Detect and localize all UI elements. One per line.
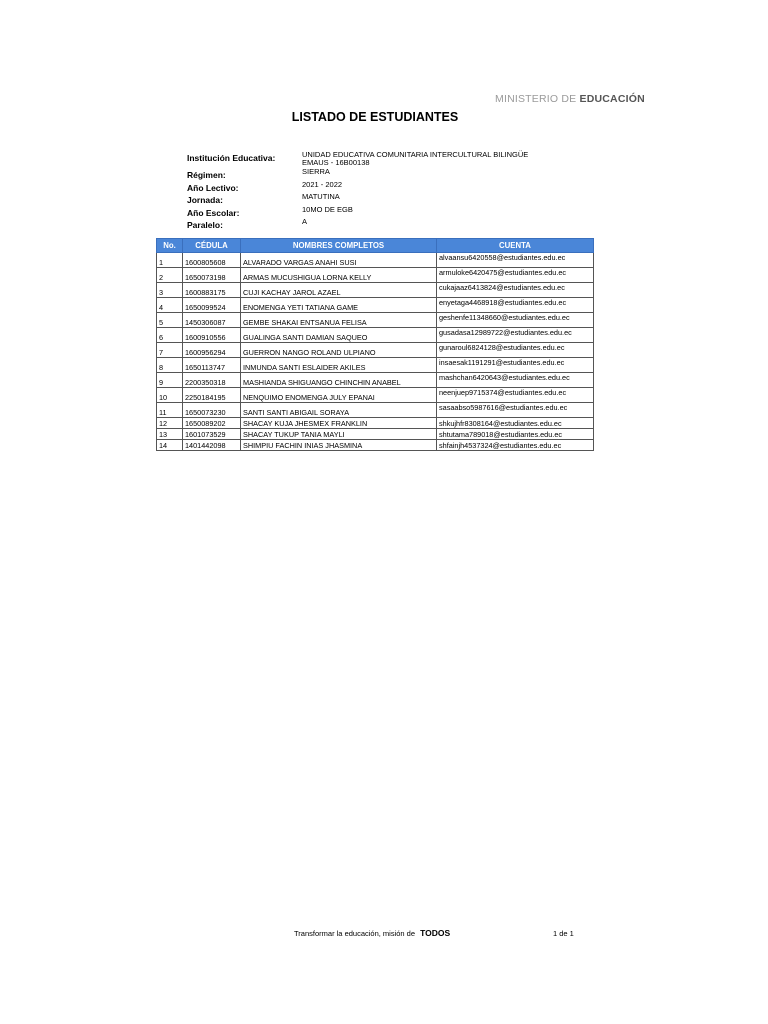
cell-cuenta: neenjuep9715374@estudiantes.edu.ec [437, 388, 594, 403]
cell-no: 9 [157, 373, 183, 388]
cell-cedula: 1600956294 [183, 343, 241, 358]
cell-nombres: CUJI KACHAY JAROL AZAEL [241, 283, 437, 298]
cell-nombres: ENOMENGA YETI TATIANA GAME [241, 298, 437, 313]
cell-nombres: NENQUIMO ENOMENGA JULY EPANAI [241, 388, 437, 403]
cell-nombres: GEMBE SHAKAI ENTSANUA FELISA [241, 313, 437, 328]
table-row [157, 403, 594, 418]
table-row [157, 440, 594, 451]
cell-nombres: MASHIANDA SHIGUANGO CHINCHIN ANABEL [241, 373, 437, 388]
info-label: Año Escolar: [187, 207, 240, 218]
cell-no: 3 [157, 283, 183, 298]
cell-nombres: SHIMPIU FACHIN INIAS JHASMINA [241, 440, 437, 451]
cell-cedula: 1650073230 [183, 403, 241, 418]
cell-no: 11 [157, 403, 183, 418]
header-nombres: NOMBRES COMPLETOS [241, 239, 437, 253]
cell-cedula: 2250184195 [183, 388, 241, 403]
info-value: 2021 - 2022 [302, 179, 343, 189]
page-number: 1 de 1 [553, 929, 574, 938]
table-row [157, 388, 594, 403]
info-value: UNIDAD EDUCATIVA COMUNITARIA INTERCULTURAL BILINGÜE EMAUS - 16B00138 [302, 150, 529, 167]
header-cedula: CÉDULA [183, 239, 241, 253]
cell-nombres: GUALINGA SANTI DAMIAN SAQUEO [241, 328, 437, 343]
info-label: Jornada: [187, 195, 223, 205]
cell-cuenta: shfainjh4537324@estudiantes.edu.ec [437, 440, 594, 451]
cell-nombres: SHACAY KUJA JHESMEX FRANKLIN [241, 418, 437, 429]
cell-no: 7 [157, 343, 183, 358]
cell-cedula: 1601073529 [183, 429, 241, 440]
footer-motto-emphasis: TODOS [420, 928, 451, 938]
table-row [157, 313, 594, 328]
table-row [157, 328, 594, 343]
cell-cedula: 1650073198 [183, 268, 241, 283]
ministry-prefix: MINISTERIO DE [495, 93, 577, 105]
cell-nombres: SHACAY TUKUP TANIA MAYLI [241, 429, 437, 440]
header-no: No. [157, 239, 183, 253]
page-title: LISTADO DE ESTUDIANTES [291, 110, 459, 124]
cell-cuenta: alvaansu6420558@estudiantes.edu.ec [437, 253, 594, 268]
cell-cuenta: shkujhfr8308164@estudiantes.edu.ec [437, 418, 594, 429]
cell-cuenta: insaesak1191291@estudiantes.edu.ec [437, 358, 594, 373]
cell-cedula: 1450306087 [183, 313, 241, 328]
cell-no: 4 [157, 298, 183, 313]
cell-cedula: 1600883175 [183, 283, 241, 298]
info-value: 10MO DE EGB [302, 204, 353, 214]
table-row [157, 268, 594, 283]
cell-cedula: 1600910556 [183, 328, 241, 343]
table-row [157, 358, 594, 373]
cell-no: 6 [157, 328, 183, 343]
table-row [157, 253, 594, 268]
cell-no: 5 [157, 313, 183, 328]
cell-cuenta: geshenfe11348660@estudiantes.edu.ec [437, 313, 594, 328]
cell-cuenta: gusadasa12989722@estudiantes.edu.ec [437, 328, 594, 343]
cell-nombres: ARMAS MUCUSHIGUA LORNA KELLY [241, 268, 437, 283]
cell-cedula: 1650089202 [183, 418, 241, 429]
info-value: A [302, 217, 308, 226]
cell-cedula: 1650099524 [183, 298, 241, 313]
cell-cuenta: armuloke6420475@estudiantes.edu.ec [437, 268, 594, 283]
cell-nombres: GUERRON NANGO ROLAND ULPIANO [241, 343, 437, 358]
cell-cuenta: cukajaaz6413824@estudiantes.edu.ec [437, 283, 594, 298]
students-table [156, 238, 594, 451]
cell-cuenta: gunaroul6824128@estudiantes.edu.ec [437, 343, 594, 358]
table-row [157, 343, 594, 358]
cell-cedula: 1650113747 [183, 358, 241, 373]
table-row [157, 283, 594, 298]
cell-cedula: 1600805608 [183, 253, 241, 268]
cell-cuenta: sasaabso5987616@estudiantes.edu.ec [437, 403, 594, 418]
cell-no: 14 [157, 440, 183, 451]
ministry-name: EDUCACIÓN [579, 93, 645, 105]
ministry-logo [495, 93, 645, 105]
cell-no: 8 [157, 358, 183, 373]
cell-nombres: INMUNDA SANTI ESLAIDER AKILES [241, 358, 437, 373]
cell-cedula: 1401442098 [183, 440, 241, 451]
info-label: Régimen: [187, 170, 226, 180]
header-cuenta: CUENTA [437, 239, 594, 253]
info-value: MATUTINA [302, 192, 340, 201]
cell-no: 1 [157, 253, 183, 268]
cell-nombres: SANTI SANTI ABIGAIL SORAYA [241, 403, 437, 418]
info-label: Año Lectivo: [187, 182, 239, 193]
cell-nombres: ALVARADO VARGAS ANAHI SUSI [241, 253, 437, 268]
cell-no: 2 [157, 268, 183, 283]
cell-no: 10 [157, 388, 183, 403]
cell-no: 13 [157, 429, 183, 440]
cell-cuenta: enyetaga4468918@estudiantes.edu.ec [437, 298, 594, 313]
info-value: SIERRA [302, 167, 330, 176]
table-row [157, 298, 594, 313]
table-row [157, 418, 594, 429]
footer-motto [294, 928, 450, 938]
info-label: Institución Educativa: [187, 153, 276, 163]
table-row [157, 373, 594, 388]
cell-no: 12 [157, 418, 183, 429]
table-row [157, 429, 594, 440]
table-header-row [157, 239, 594, 253]
cell-cuenta: shtutama789018@estudiantes.edu.ec [437, 429, 594, 440]
cell-cedula: 2200350318 [183, 373, 241, 388]
cell-cuenta: mashchan6420643@estudiantes.edu.ec [437, 373, 594, 388]
info-label: Paralelo: [187, 220, 223, 230]
footer-motto-text: Transformar la educación, misión de [294, 929, 416, 938]
